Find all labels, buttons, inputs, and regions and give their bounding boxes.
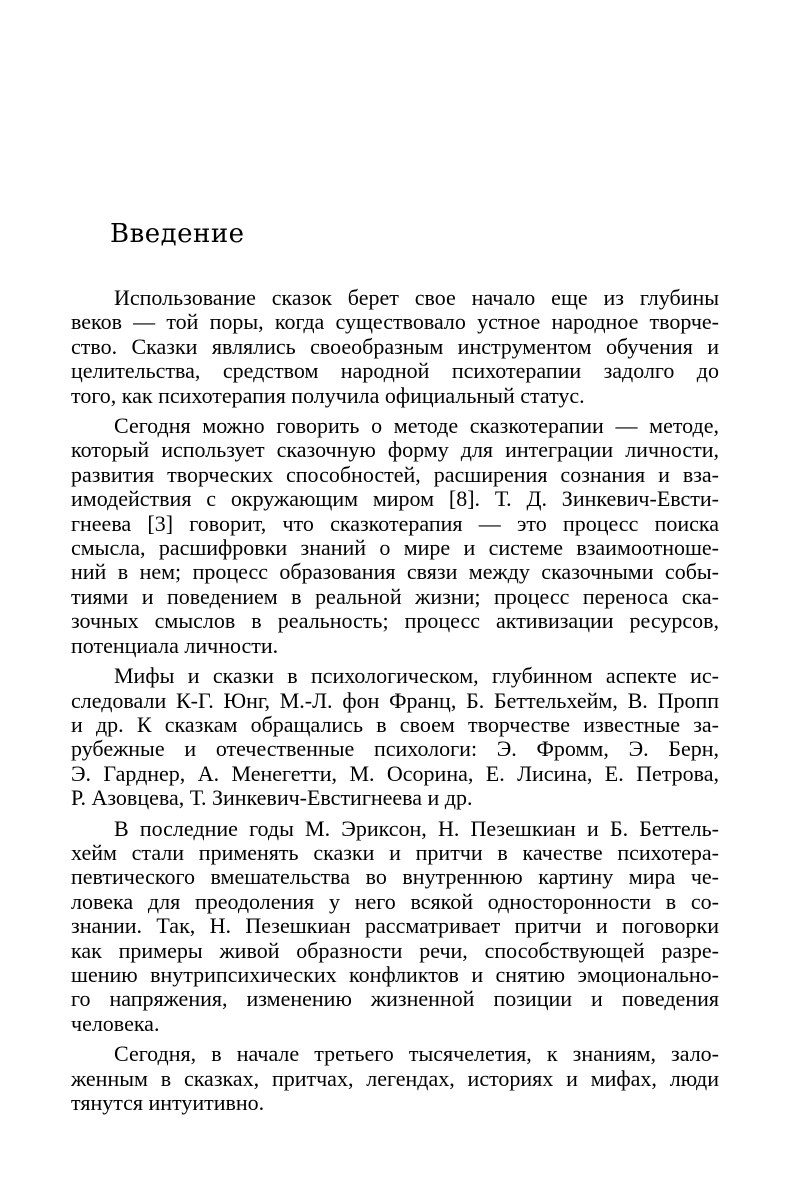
text-line: и др. К сказкам обращались в своем творчестве известные за-	[71, 711, 719, 737]
text-line: Сегодня можно говорить о методе сказкотерапии — методе,	[114, 413, 719, 439]
body-text	[71, 286, 719, 1115]
text-line: В последние годы М. Эриксон, Н. Пезешкиан и Б. Беттель-	[114, 815, 719, 841]
document-page	[71, 212, 719, 1121]
text-line: рубежные и отечественные психологи: Э. Фромм, Э. Берн,	[71, 736, 719, 762]
text-line: ний в нем; процесс образования связи между сказочными собы-	[71, 559, 719, 585]
text-line: женным в сказках, притчах, легендах, историях и мифах, люди	[71, 1065, 719, 1091]
text-line: тянутся интуитивно.	[71, 1090, 265, 1115]
text-line: певтического вмешательства во внутреннюю картину мира че-	[71, 864, 719, 890]
paragraph	[71, 1042, 719, 1115]
text-line: как примеры живой образности речи, способствующей разре-	[71, 937, 719, 963]
paragraph	[71, 817, 719, 1037]
text-line: ство. Сказки являлись своеобразным инструментом обучения и	[71, 333, 719, 359]
text-line: Мифы и сказки в психологическом, глубинном аспекте ис-	[114, 663, 719, 689]
text-line: го напряжения, изменению жизненной позиции и поведения	[71, 986, 719, 1012]
text-line: смысла, расшифровки знаний о мире и системе взаимоотноше-	[71, 535, 719, 561]
text-line: хейм стали применять сказки и притчи в качестве психотера-	[71, 839, 719, 865]
text-line: того, как психотерапия получила официальный статус.	[71, 382, 585, 408]
text-line: развития творческих способностей, расширения сознания и вза-	[71, 461, 719, 487]
section-heading: Введение	[110, 219, 245, 249]
paragraph	[71, 286, 719, 408]
text-line: Э. Гарднер, А. Менегетти, М. Осорина, Е. Лисина, Е. Петрова,	[71, 760, 719, 786]
text-line: человека.	[71, 1010, 160, 1036]
text-line: шению внутрипсихических конфликтов и снятию эмоционально-	[71, 961, 719, 987]
text-line: зочных смыслов в реальность; процесс активизации ресурсов,	[71, 608, 719, 634]
text-line: Р. Азовцева, Т. Зинкевич-Евстигнеева и др.	[71, 785, 473, 811]
paragraph	[71, 664, 719, 810]
text-line: гнеева [3] говорит, что сказкотерапия — это процесс поиска	[71, 510, 719, 536]
text-line: потенциала личности.	[71, 632, 279, 658]
text-line: следовали К-Г. Юнг, М.-Л. фон Франц, Б. Беттельхейм, В. Пропп	[71, 687, 719, 713]
text-line: который использует сказочную форму для интеграции личности,	[71, 437, 719, 463]
paragraph	[71, 414, 719, 658]
text-line: имодействия с окружающим миром [8]. Т. Д. Зинкевич-Евсти-	[71, 486, 719, 512]
text-line: знании. Так, Н. Пезешкиан рассматривает притчи и поговорки	[71, 913, 719, 939]
text-line: Сегодня, в начале третьего тысячелетия, к знаниям, зало-	[114, 1041, 719, 1067]
text-line: Использование сказок берет свое начало еще из глубины	[114, 285, 719, 310]
text-line: ловека для преодоления у него всякой односторонности в со-	[71, 888, 719, 914]
text-line: целительства, средством народной психотерапии задолго до	[71, 358, 719, 384]
text-line: тиями и поведением в реальной жизни; процесс переноса ска-	[71, 583, 719, 609]
text-line: веков — той поры, когда существовало устное народное творче-	[71, 309, 719, 335]
